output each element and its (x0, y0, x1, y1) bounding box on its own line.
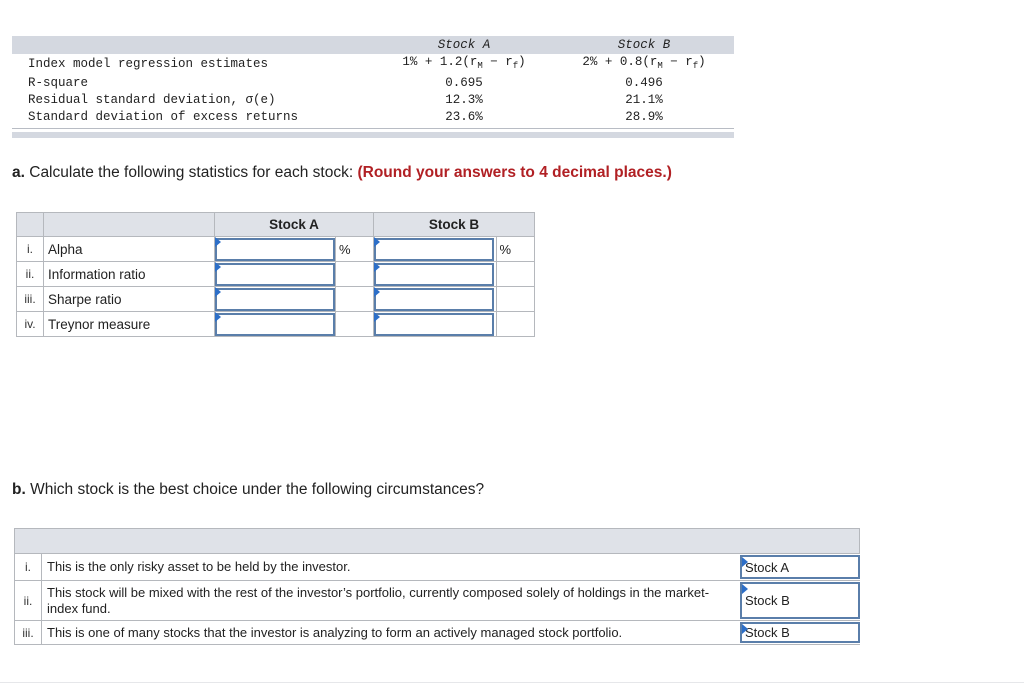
row-label-alpha: Alpha (44, 237, 215, 262)
part-a-header-row (17, 213, 535, 237)
part-b-question (12, 481, 484, 499)
sharpe-ratio-stock-b-unit (496, 287, 534, 312)
input-marker-icon (215, 237, 221, 247)
page-footer-divider (0, 682, 1024, 683)
information-ratio-stock-a-input[interactable] (215, 262, 336, 287)
table-row (17, 287, 535, 312)
circumstance-text: This is the only risky asset to be held by the investor. (47, 559, 351, 574)
regression-col-stock-b: Stock B (617, 38, 671, 52)
treynor-stock-a-unit (336, 312, 374, 337)
stock-a-r-square: 0.695 (445, 76, 483, 90)
stock-a-excess-sd: 23.6% (445, 110, 483, 124)
header-stock-b: Stock B (374, 213, 535, 237)
part-a-text: Calculate the following statistics for each stock: (24, 164, 358, 181)
input-marker-icon (374, 312, 380, 322)
part-a-answer-table (16, 212, 535, 337)
row-number: ii. (17, 262, 44, 287)
alpha-stock-a-input[interactable] (215, 237, 336, 262)
regression-table (12, 36, 734, 138)
part-b-header-row (14, 528, 860, 554)
stock-b-excess-sd: 28.9% (625, 110, 663, 124)
input-marker-icon (215, 312, 221, 322)
regression-row-label: Index model regression estimates (28, 57, 269, 71)
header-blank (44, 213, 215, 237)
stock-a-equation: $1\% + 1.2(r_M - r_f)$ (402, 55, 526, 71)
information-ratio-stock-b-input[interactable] (374, 262, 497, 287)
alpha-stock-b-unit: % (496, 237, 534, 262)
input-marker-icon (374, 237, 380, 247)
stock-b-equation: $2\% + 0.8(r_M - r_f)$ (582, 55, 706, 71)
regression-row-label: Standard deviation of excess returns (28, 110, 299, 124)
answer-select-value: Stock B (745, 625, 790, 640)
input-marker-icon (215, 262, 221, 272)
dropdown-marker-icon (742, 557, 748, 567)
regression-footer-bar (12, 132, 734, 138)
circumstance-text: This is one of many stocks that the investor is analyzing to form an actively managed stock portfolio. (47, 624, 623, 640)
regression-col-stock-a: Stock A (437, 38, 491, 52)
input-marker-icon (215, 287, 221, 297)
answer-select-1[interactable] (740, 555, 860, 579)
row-number: iii. (14, 621, 42, 644)
stock-b-residual-sd: 21.1% (625, 93, 663, 107)
sharpe-ratio-stock-a-unit (336, 287, 374, 312)
table-row (14, 621, 860, 645)
table-row (17, 312, 535, 337)
circumstance-text: This stock will be mixed with the rest of the investor’s portfolio, currently composed solely of holdings in the market-index fund. (47, 584, 710, 616)
dropdown-marker-icon (742, 584, 748, 594)
table-row (17, 237, 535, 262)
part-a-question (12, 164, 672, 182)
treynor-stock-b-unit (496, 312, 534, 337)
sharpe-ratio-stock-a-input[interactable] (215, 287, 336, 312)
table-row (14, 581, 860, 621)
input-marker-icon (374, 287, 380, 297)
regression-row-label: Residual standard deviation, σ(e) (28, 93, 276, 107)
dropdown-marker-icon (742, 624, 748, 634)
part-a-label: a. (12, 164, 25, 181)
treynor-stock-b-input[interactable] (374, 312, 497, 337)
part-b-label: b. (12, 481, 26, 498)
row-label-treynor-measure: Treynor measure (44, 312, 215, 337)
row-label-sharpe-ratio: Sharpe ratio (44, 287, 215, 312)
answer-select-value: Stock A (745, 559, 790, 575)
header-stock-a: Stock A (215, 213, 374, 237)
regression-divider (12, 128, 734, 129)
row-number: ii. (14, 581, 42, 620)
treynor-stock-a-input[interactable] (215, 312, 336, 337)
answer-select-3[interactable] (740, 622, 860, 643)
alpha-stock-b-input[interactable] (374, 237, 497, 262)
table-row (17, 262, 535, 287)
information-ratio-stock-b-unit (496, 262, 534, 287)
header-blank (17, 213, 44, 237)
stock-b-r-square: 0.496 (625, 76, 663, 90)
row-number: i. (17, 237, 44, 262)
stock-a-residual-sd: 12.3% (445, 93, 483, 107)
input-marker-icon (374, 262, 380, 272)
row-number: i. (14, 554, 42, 580)
alpha-stock-a-unit: % (336, 237, 374, 262)
row-label-information-ratio: Information ratio (44, 262, 215, 287)
table-row (14, 554, 860, 581)
part-b-text: Which stock is the best choice under the following circumstances? (25, 481, 485, 498)
answer-select-2[interactable] (740, 582, 860, 619)
answer-select-value: Stock B (745, 593, 790, 608)
part-a-rounding-note: (Round your answers to 4 decimal places.) (357, 164, 672, 181)
information-ratio-stock-a-unit (336, 262, 374, 287)
row-number: iv. (17, 312, 44, 337)
regression-row-label: R-square (28, 76, 89, 90)
sharpe-ratio-stock-b-input[interactable] (374, 287, 497, 312)
row-number: iii. (17, 287, 44, 312)
